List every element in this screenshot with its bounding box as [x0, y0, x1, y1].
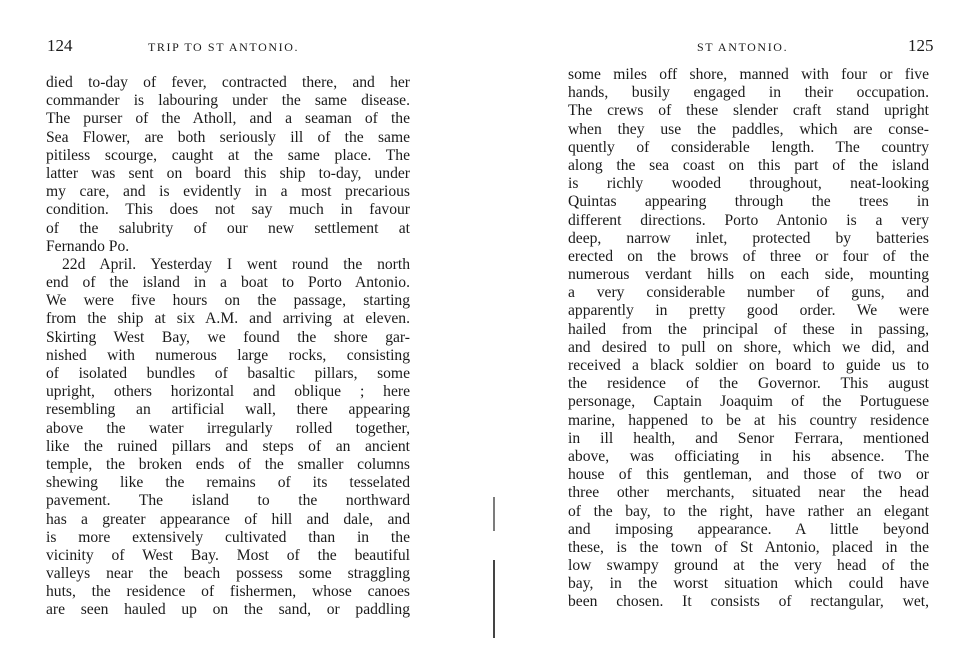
text-line: deep, narrow inlet, protected by batteries — [568, 229, 929, 247]
text-line: hailed from the principal of these in passing, — [568, 320, 929, 338]
text-line: huts, the residence of fishermen, whose canoes — [46, 583, 410, 601]
text-line: vicinity of West Bay. Most of the beautiful — [46, 546, 410, 564]
page-number: 125 — [908, 36, 934, 55]
text-line: these, is the town of St Antonio, placed in the — [568, 538, 929, 556]
text-line: low swampy ground at the very head of the — [568, 557, 929, 575]
text-line: We were five hours on the passage, starting — [46, 292, 410, 310]
text-line: is more extensively cultivated than in the — [46, 528, 410, 546]
text-line: valleys near the beach possess some straggling — [46, 565, 410, 583]
text-line: of isolated bundles of basaltic pillars, some — [46, 365, 410, 382]
text-line: in ill health, and Senor Ferrara, mentioned — [568, 429, 929, 447]
text-line: pavement. The island to the northward — [46, 492, 410, 510]
text-line: The purser of the Atholl, and a seaman of the — [46, 110, 410, 128]
text-line: hands, busily engaged in their occupation. — [568, 84, 929, 102]
text-line: different directions. Porto Antonio is a very — [568, 211, 929, 229]
text-line: apparently in pretty good order. We were — [568, 302, 929, 320]
text-line: shewing like the remains of its tesselated — [46, 474, 410, 492]
body-text — [568, 66, 929, 612]
text-line: three other merchants, situated near the head — [568, 484, 929, 502]
text-line: bay, in the worst situation which could have — [568, 575, 929, 593]
text-line: temple, the broken ends of the smaller columns — [46, 455, 410, 473]
text-line: and desired to pull on shore, which we did, and — [568, 338, 929, 356]
running-head: ST ANTONIO. — [697, 40, 789, 54]
text-line: latter was sent on board this ship to-day, under — [46, 164, 410, 182]
text-line: above the water irregularly rolled together, — [46, 419, 410, 437]
text-line: condition. This does not say much in favour — [46, 201, 410, 219]
text-line: a very considerable number of guns, and — [568, 284, 929, 302]
text-line: received a black soldier on board to guide us to — [568, 357, 929, 374]
text-line: Skirting West Bay, we found the shore gar- — [46, 328, 410, 346]
text-line: pitiless scourge, caught at the same place. The — [46, 146, 410, 164]
text-line: the residence of the Governor. This august — [568, 375, 929, 393]
text-line: resembling an artificial wall, there appearing — [46, 401, 410, 419]
text-line: are seen hauled up on the sand, or paddling — [46, 601, 410, 619]
text-line: Sea Flower, are both seriously ill of the same — [46, 128, 410, 146]
text-line: personage, Captain Joaquim of the Portuguese — [568, 393, 929, 411]
text-line: Fernando Po. — [46, 237, 130, 255]
text-line: The crews of these slender craft stand upright — [568, 102, 929, 120]
text-line: has a greater appearance of hill and dale, and — [46, 510, 410, 528]
right-page — [490, 0, 980, 665]
text-line: like the ruined pillars and steps of an ancient — [46, 437, 410, 455]
text-line: 22d April. Yesterday I went round the north — [62, 255, 410, 273]
body-text — [46, 74, 410, 620]
text-line: Quintas appearing through the trees in — [568, 193, 929, 211]
text-line: died to-day of fever, contracted there, and her — [46, 74, 410, 91]
text-line: commander is labouring under the same disease. — [46, 92, 410, 110]
text-line: numerous verdant hills on each side, mounting — [568, 266, 929, 284]
page-number: 124 — [47, 36, 73, 55]
text-line: of the bay, to the right, have rather an elegant — [568, 502, 929, 520]
text-line: nished with numerous large rocks, consisting — [46, 346, 410, 364]
text-line: of the salubrity of our new settlement at — [46, 219, 410, 237]
text-line: some miles off shore, manned with four or five — [568, 66, 929, 83]
text-line: my care, and is evidently in a most precarious — [46, 183, 410, 201]
text-line: and imposing appearance. A little beyond — [568, 520, 929, 538]
text-line: is richly wooded throughout, neat-looking — [568, 175, 929, 193]
text-line: end of the island in a boat to Porto Antonio. — [46, 274, 410, 292]
text-line: erected on the brows of three or four of the — [568, 247, 929, 265]
text-line: from the ship at six A.M. and arriving at eleven. — [46, 310, 410, 328]
text-line: upright, others horizontal and oblique ; here — [46, 383, 410, 401]
text-line: marine, happened to be at his country residence — [568, 411, 929, 429]
text-line: above, was officiating in his absence. The — [568, 447, 929, 465]
text-line: along the sea coast on this part of the island — [568, 156, 929, 174]
text-line: quently of considerable length. The country — [568, 138, 929, 156]
text-line: house of this gentleman, and those of two or — [568, 466, 929, 484]
text-line: when they use the paddles, which are conse- — [568, 120, 929, 138]
running-head: TRIP TO ST ANTONIO. — [148, 40, 300, 54]
text-line: been chosen. It consists of rectangular, wet, — [568, 593, 929, 611]
